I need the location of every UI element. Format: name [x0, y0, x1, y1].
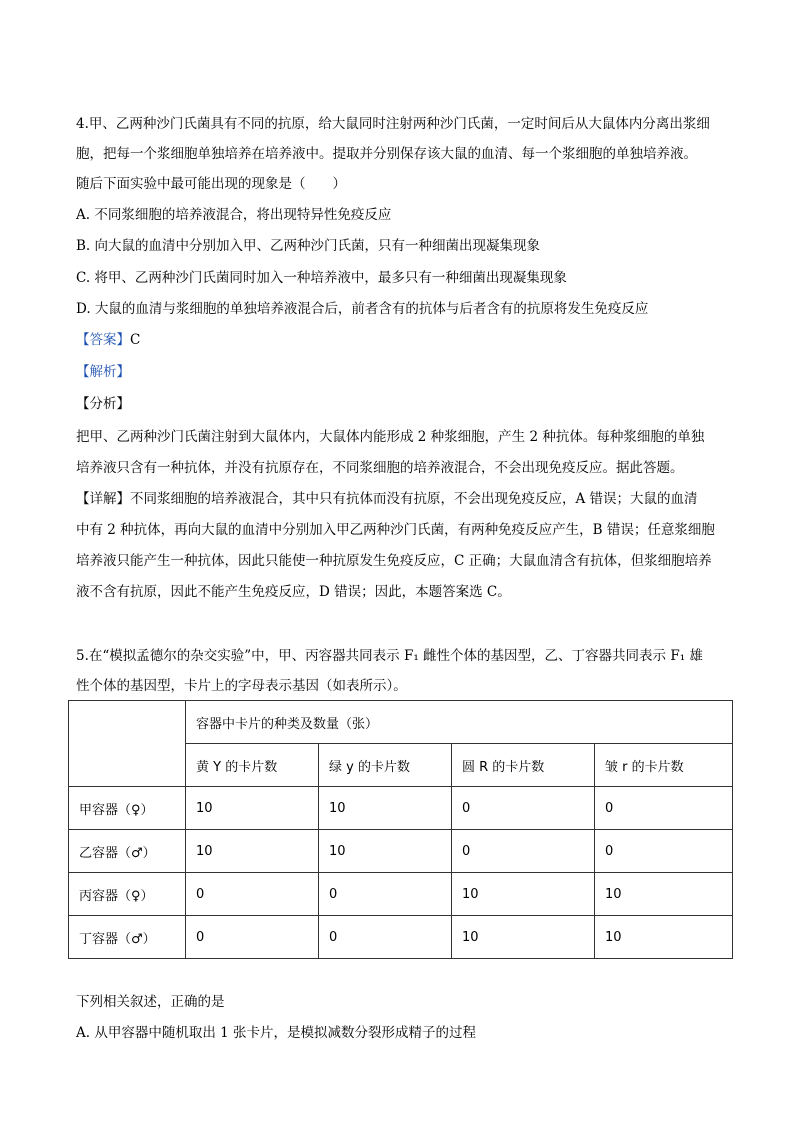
- column-header: 绿 y 的卡片数: [319, 744, 452, 787]
- table-cell: 10: [319, 787, 452, 830]
- q4-answer: [76, 330, 736, 350]
- q4-stem-line-1: 4.甲、乙两种沙门氏菌具有不同的抗原，给大鼠同时注射两种沙门氏菌，一定时间后从大鼠体内分离出浆细: [76, 116, 710, 132]
- row-label: 丙容器（♀）: [69, 873, 186, 916]
- table-cell: 10: [319, 830, 452, 873]
- analysis-tag: 【解析】: [76, 364, 130, 380]
- row-label: 丁容器（♂）: [69, 916, 186, 959]
- row-label: 甲容器（♀）: [69, 787, 186, 830]
- column-header: 圆 R 的卡片数: [452, 744, 595, 787]
- table-cell: 0: [186, 873, 319, 916]
- detail-line-4: 液不含有抗原，因此不能产生免疫反应，D 错误；因此，本题答案选 C。: [76, 584, 511, 600]
- table-corner-cell: [69, 701, 186, 787]
- q4-option-d: D. 大鼠的血清与浆细胞的单独培养液混合后，前者含有的抗体与后者含有的抗原将发生免疫反应: [76, 301, 649, 317]
- table-cell: 0: [319, 873, 452, 916]
- table-header-row: [69, 701, 733, 744]
- q4-stem-line-2: 胞，把每一个浆细胞单独培养在培养液中。提取并分别保存该大鼠的血清、每一个浆细胞的单独培养液。: [76, 146, 697, 162]
- detail-line-1: [76, 489, 736, 509]
- detail-tag: 【详解】: [76, 491, 130, 507]
- table-group-header: 容器中卡片的种类及数量（张）: [186, 701, 733, 744]
- table-row: [69, 916, 733, 959]
- q4-stem-line-3: 随后下面实验中最可能出现的现象是（ ）: [76, 176, 346, 192]
- table-row: [69, 787, 733, 830]
- table-row: [69, 830, 733, 873]
- q4-option-a: A. 不同浆细胞的培养液混合，将出现特异性免疫反应: [76, 207, 392, 223]
- detail-line-2: 中有 2 种抗体，再向大鼠的血清中分别加入甲乙两种沙门氏菌，有两种免疫反应产生，B 错误；任意浆细胞: [76, 522, 715, 538]
- answer-tag: 【答案】: [76, 332, 130, 348]
- q4-option-c: C. 将甲、乙两种沙门氏菌同时加入一种培养液中，最多只有一种细菌出现凝集现象: [76, 270, 567, 286]
- table-cell: 0: [452, 830, 595, 873]
- table-cell: 0: [595, 830, 733, 873]
- fenxi-tag: 【分析】: [76, 396, 130, 412]
- detail-text-1: 不同浆细胞的培养液混合，其中只有抗体而没有抗原，不会出现免疫反应，A 错误；大鼠的血清: [130, 491, 698, 507]
- q5-prompt: 下列相关叙述，正确的是: [76, 994, 225, 1010]
- table-row: [69, 873, 733, 916]
- q5-option-a: A. 从甲容器中随机取出 1 张卡片，是模拟减数分裂形成精子的过程: [76, 1025, 477, 1041]
- table-cell: 10: [595, 916, 733, 959]
- detail-line-3: 培养液只能产生一种抗体，因此只能使一种抗原发生免疫反应，C 正确；大鼠血清含有抗体，但浆细胞培养: [76, 553, 712, 569]
- column-header: 皱 r 的卡片数: [595, 744, 733, 787]
- table-cell: 0: [452, 787, 595, 830]
- fenxi-line-2: 培养液只含有一种抗体，并没有抗原存在，不同浆细胞的培养液混合，不会出现免疫反应。据此答题。: [76, 460, 684, 476]
- row-label: 乙容器（♂）: [69, 830, 186, 873]
- table-cell: 10: [186, 830, 319, 873]
- table-cell: 10: [452, 916, 595, 959]
- table-cell: 10: [186, 787, 319, 830]
- fenxi-line-1: 把甲、乙两种沙门氏菌注射到大鼠体内，大鼠体内能形成 2 种浆细胞，产生 2 种抗体。每种浆细胞的单独: [76, 429, 705, 445]
- table-cell: 10: [595, 873, 733, 916]
- answer-value: C: [130, 332, 141, 348]
- card-count-table: [68, 700, 733, 959]
- table-cell: 0: [595, 787, 733, 830]
- column-header: 黄 Y 的卡片数: [186, 744, 319, 787]
- q5-stem-line-2: 性个体的基因型，卡片上的字母表示基因（如表所示）。: [76, 678, 407, 694]
- table-cell: 0: [186, 916, 319, 959]
- q4-option-b: B. 向大鼠的血清中分别加入甲、乙两种沙门氏菌，只有一种细菌出现凝集现象: [76, 238, 541, 254]
- q5-stem-line-1: 5.在“模拟孟德尔的杂交实验”中，甲、丙容器共同表示 F₁ 雌性个体的基因型，乙、丁容器共同表示 F₁ 雄: [76, 648, 703, 664]
- table-cell: 10: [452, 873, 595, 916]
- table-cell: 0: [319, 916, 452, 959]
